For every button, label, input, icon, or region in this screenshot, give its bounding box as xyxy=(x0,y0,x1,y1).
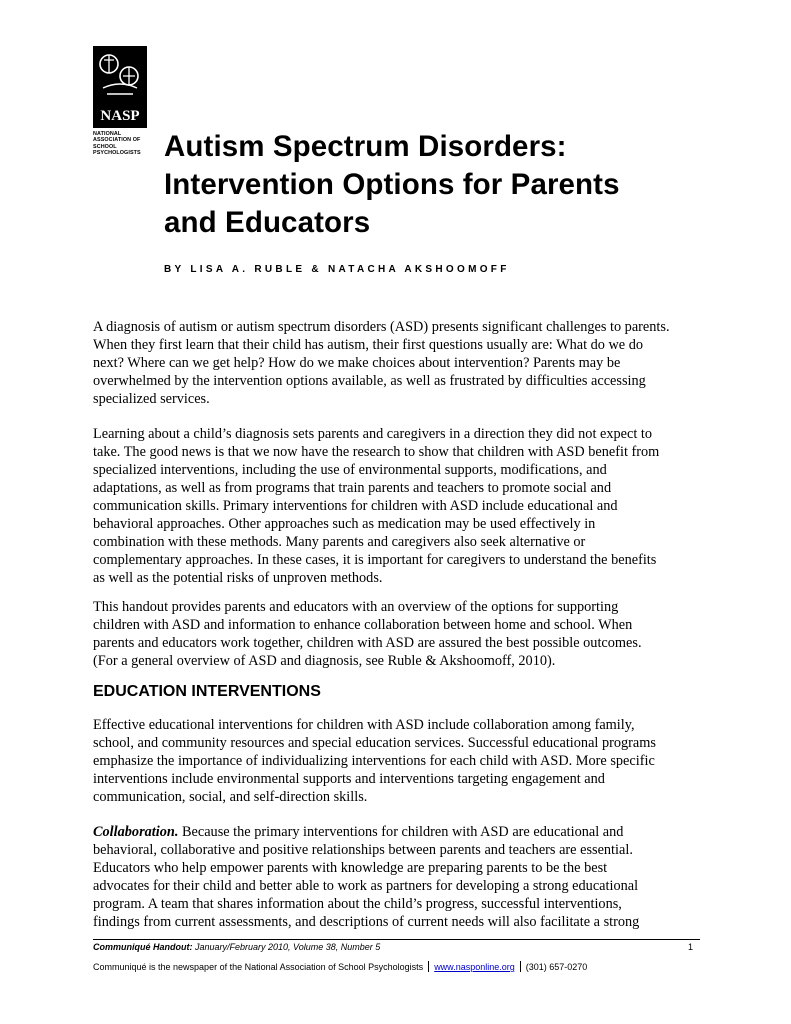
text-line: combination with these methods. Many parents and caregivers also seek alternative or xyxy=(93,534,586,550)
text-line: next? Where can we get help? How do we make choices about intervention? Parents may be xyxy=(93,355,621,371)
education-paragraph xyxy=(93,716,713,806)
title-line: and Educators xyxy=(164,206,371,239)
footer-tagline: Communiqué is the newspaper of the National Association of School Psychologists xyxy=(93,962,424,972)
text-line: Educators who help empower parents with knowledge are preparing parents to be the best xyxy=(93,860,608,876)
text-line: overwhelmed by the intervention options available, as well as frustrated by difficulties accessing xyxy=(93,373,646,389)
footer-separator xyxy=(428,961,429,972)
text-line: advocates for their child and better able to work as partners for developing a strong educational xyxy=(93,878,639,894)
text-line: interventions include environmental supports and interventions targeting engagement and xyxy=(93,771,605,787)
text-line: This handout provides parents and educators with an overview of the options for supporting xyxy=(93,599,619,615)
collaboration-runin-heading: Collaboration. xyxy=(93,824,179,840)
logo-label-line: PSYCHOLOGISTS xyxy=(93,149,141,156)
text-line: children with ASD and information to enhance collaboration between home and school. When xyxy=(93,617,633,633)
text-line: as well as the potential risks of unproven methods. xyxy=(93,570,383,586)
text-line: A diagnosis of autism or autism spectrum disorders (ASD) presents significant challenges to parents. xyxy=(93,319,670,335)
footer-tagline-row xyxy=(93,961,587,972)
text-line: communication skills. Primary interventions for children with ASD include educational and xyxy=(93,498,618,514)
text-line: Learning about a child’s diagnosis sets parents and caregivers in a direction they did not expect to xyxy=(93,426,653,442)
logo-wordmark: NASP xyxy=(100,108,140,124)
text-line: parents and educators work together, children with ASD are assured the best possible outcomes. xyxy=(93,635,642,651)
intro-paragraph-2 xyxy=(93,425,713,587)
intro-paragraph-3 xyxy=(93,598,713,670)
page-title xyxy=(164,128,724,242)
text-line: Effective educational interventions for children with ASD include collaboration among family, xyxy=(93,717,635,733)
text-line: behavioral, collaborative and positive relationships between parents and teachers are essential. xyxy=(93,842,633,858)
byline: BY LISA A. RUBLE & NATACHA AKSHOOMOFF xyxy=(164,264,510,275)
title-line: Intervention Options for Parents xyxy=(164,168,620,201)
footer-handout-label: Communiqué Handout: xyxy=(93,942,193,952)
text-line: behavioral approaches. Other approaches such as medication may be used effectively in xyxy=(93,516,596,532)
nasp-logo-icon xyxy=(93,46,147,128)
logo-label-line: ASSOCIATION OF xyxy=(93,137,141,144)
text-line: communication, social, and self-direction skills. xyxy=(93,789,368,805)
footer-issue xyxy=(93,942,380,952)
section-heading: EDUCATION INTERVENTIONS xyxy=(93,683,321,700)
text-line: When they first learn that their child has autism, their first questions usually are: What do we do xyxy=(93,337,644,353)
text-line: (For a general overview of ASD and diagnosis, see Ruble & Akshoomoff, 2010). xyxy=(93,653,556,669)
text-line: take. The good news is that we now have the research to show that children with ASD benefit from xyxy=(93,444,660,460)
footer-issue-text: January/February 2010, Volume 38, Number 5 xyxy=(192,942,381,952)
logo-label xyxy=(93,131,155,156)
footer-divider xyxy=(93,939,700,940)
text-line: program. A team that shares information about the child’s progress, successful interventions, xyxy=(93,896,622,912)
text-fragment: Because the primary interventions for children with ASD are educational and xyxy=(178,824,624,840)
text-line: specialized services. xyxy=(93,391,210,407)
logo-label-line: SCHOOL xyxy=(93,143,117,150)
text-line: findings from current assessments, and descriptions of current needs will also facilitate a strong xyxy=(93,914,640,930)
text-line xyxy=(93,823,713,841)
text-line: adaptations, as well as from programs that train parents and teachers to promote social and xyxy=(93,480,612,496)
title-line: Autism Spectrum Disorders: xyxy=(164,130,567,163)
footer-phone: (301) 657-0270 xyxy=(525,962,588,972)
text-line: emphasize the importance of individualizing interventions for each child with ASD. More specific xyxy=(93,753,655,769)
nasp-logo xyxy=(93,46,147,128)
collaboration-paragraph xyxy=(93,823,713,931)
text-line: complementary approaches. In these cases, it is important for caregivers to understand the benefits xyxy=(93,552,657,568)
text-line: school, and community resources and special education services. Successful educational programs xyxy=(93,735,656,751)
intro-paragraph-1 xyxy=(93,318,713,408)
footer-separator xyxy=(520,961,521,972)
logo-label-line: NATIONAL xyxy=(93,131,122,137)
text-line: specialized interventions, including the use of environmental supports, modifications, and xyxy=(93,462,607,478)
website-link[interactable]: www.nasponline.org xyxy=(434,962,515,972)
page-number: 1 xyxy=(688,942,694,952)
